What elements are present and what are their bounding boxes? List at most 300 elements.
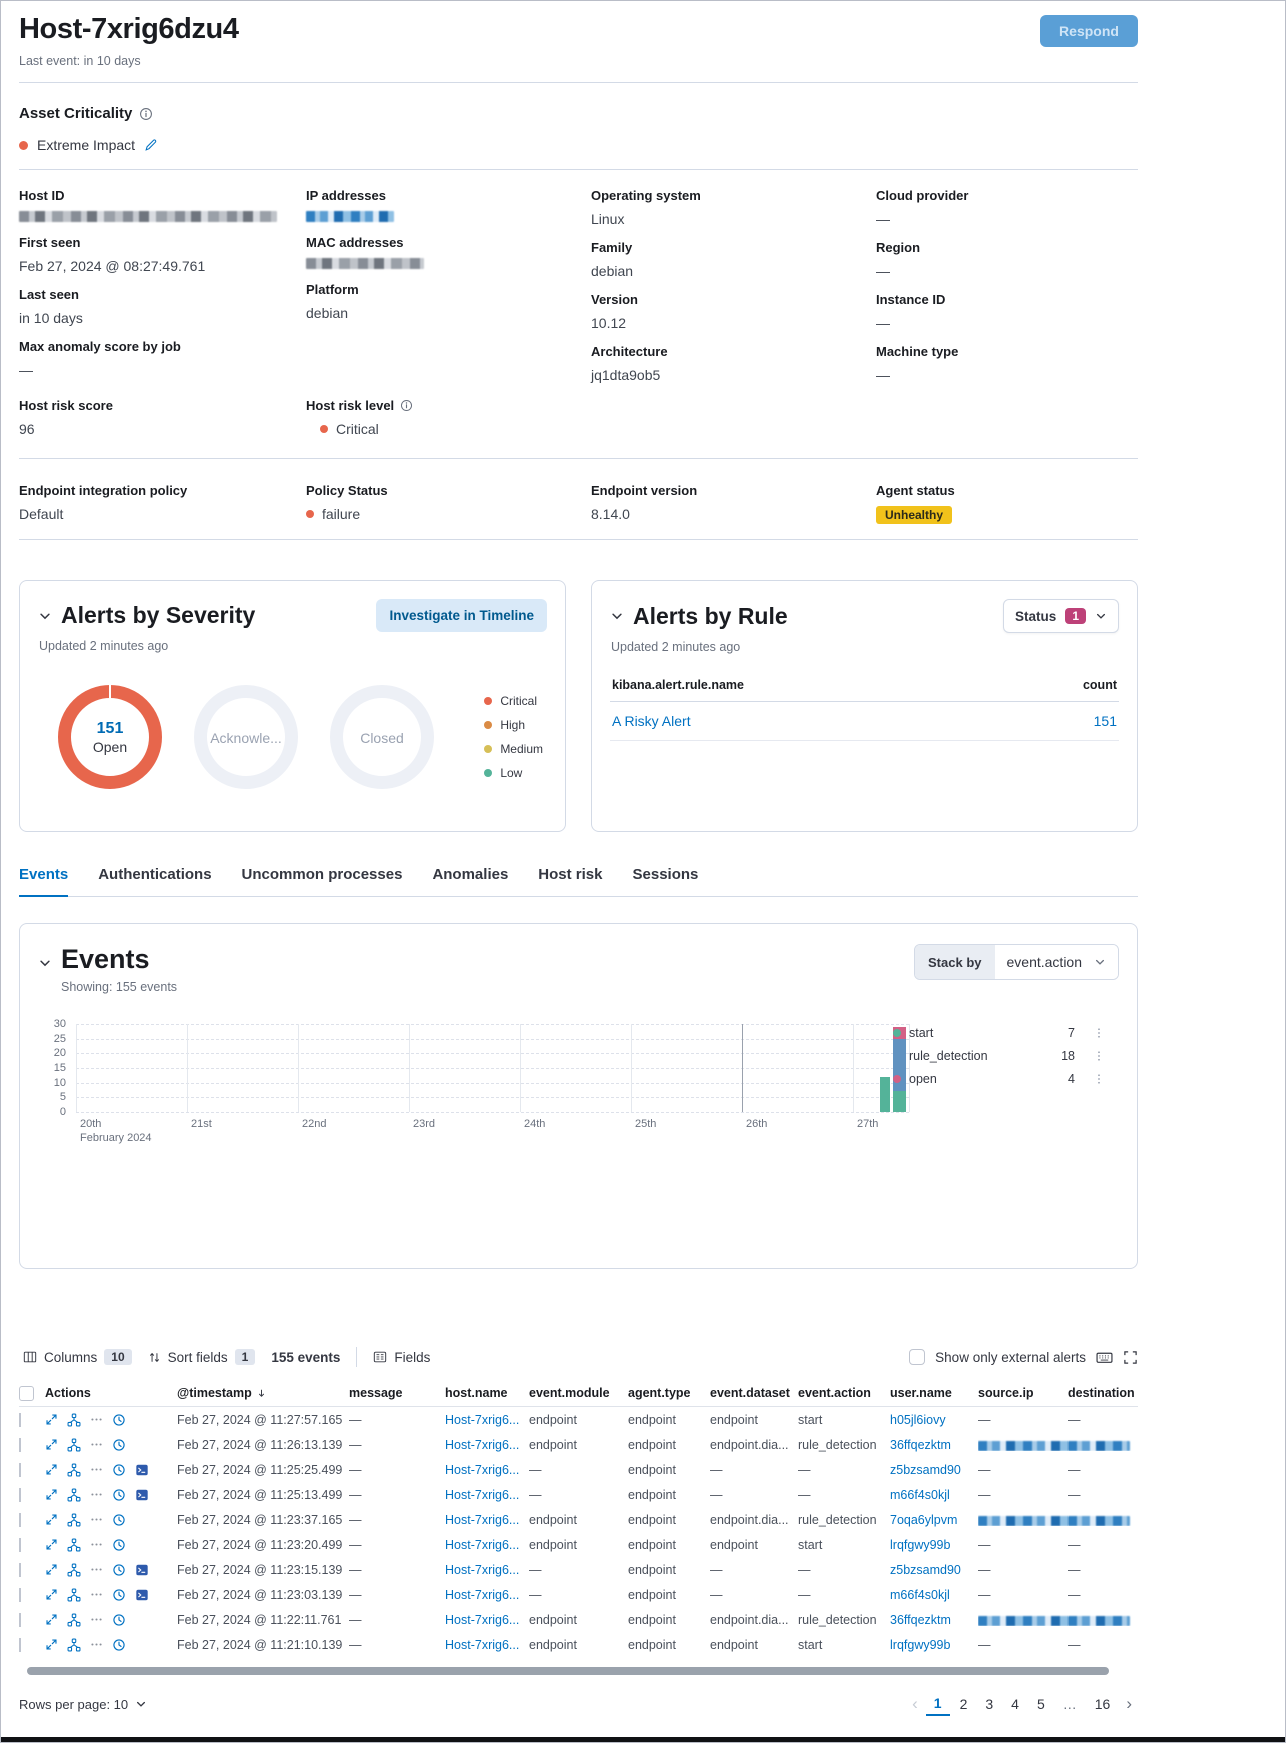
gridline [520, 1024, 521, 1112]
row-checkbox[interactable] [19, 1488, 21, 1502]
cell-source-ip [978, 1438, 1068, 1451]
cell-timestamp: Feb 27, 2024 @ 11:23:15.139 [177, 1562, 343, 1577]
field-label: MAC addresses [306, 235, 404, 250]
gridline [76, 1024, 77, 1112]
expand-event-icon[interactable] [45, 1513, 58, 1526]
gridline [298, 1024, 299, 1112]
cell-host-name [445, 1413, 529, 1427]
severity-donuts [38, 685, 547, 789]
severity-dot [484, 721, 492, 729]
y-axis-tick: 25 [53, 1032, 66, 1045]
expand-event-icon[interactable] [45, 1438, 58, 1451]
divider [19, 539, 1138, 540]
cell-user-name [890, 1463, 978, 1477]
fields-icon [373, 1350, 387, 1364]
expand-event-icon[interactable] [45, 1538, 58, 1551]
columns-label: Columns [44, 1349, 98, 1365]
legend-value: 18 [1061, 1049, 1075, 1063]
redacted-value [306, 211, 394, 222]
cell-destination [1068, 1513, 1138, 1526]
sort-desc-icon [256, 1388, 267, 1399]
column-header-message[interactable]: message [349, 1386, 403, 1400]
cell-timestamp: Feb 27, 2024 @ 11:23:37.165 [177, 1512, 343, 1527]
more-actions-icon[interactable] [90, 1613, 103, 1626]
analyze-event-icon[interactable] [67, 1638, 81, 1652]
alerts-by-rule-table [610, 678, 1119, 741]
user-name-link[interactable]: m66f4s0kjl [890, 1587, 950, 1602]
host-name-link[interactable]: Host-7xrig6... [445, 1487, 520, 1502]
cell-destination: — [1068, 1637, 1081, 1652]
table-row [19, 1432, 1138, 1457]
x-axis-label: February 2024 [80, 1132, 152, 1144]
rule-count-link[interactable]: 151 [1093, 713, 1117, 729]
more-actions-icon[interactable] [90, 1413, 103, 1426]
overview-field [306, 282, 591, 321]
page-button-16[interactable]: 16 [1094, 1696, 1111, 1712]
asset-criticality-heading [19, 105, 1138, 122]
rule-table-row [610, 702, 1119, 741]
row-actions [45, 1438, 177, 1452]
bar-start[interactable] [880, 1077, 890, 1112]
table-row [19, 1557, 1138, 1582]
host-name-link[interactable]: Host-7xrig6... [445, 1412, 520, 1427]
chart-legend [893, 1026, 1105, 1086]
cell-agent-type: endpoint [628, 1587, 676, 1602]
more-actions-icon[interactable] [90, 1488, 103, 1501]
analyze-event-icon[interactable] [67, 1488, 81, 1502]
status-filter-button[interactable] [1003, 599, 1119, 633]
severity-legend-item [484, 766, 543, 780]
alert-status-donut[interactable] [58, 685, 162, 789]
events-count-text: 155 events [271, 1349, 341, 1365]
user-name-link[interactable]: m66f4s0kjl [890, 1487, 950, 1502]
page-button-5[interactable]: 5 [1036, 1696, 1045, 1712]
donut-label: Closed [360, 729, 404, 746]
cell-agent-type: endpoint [628, 1487, 676, 1502]
events-panel [19, 923, 1138, 1269]
session-viewer-icon[interactable] [135, 1588, 149, 1602]
row-checkbox[interactable] [19, 1438, 21, 1452]
cell-host-name [445, 1638, 529, 1652]
analyze-event-icon[interactable] [67, 1513, 81, 1527]
cell-event-action: — [798, 1462, 811, 1477]
info-icon[interactable] [139, 107, 153, 121]
cell-agent-type: endpoint [628, 1612, 676, 1627]
cell-destination: — [1068, 1487, 1081, 1502]
user-name-link[interactable]: 36ffqezktm [890, 1612, 951, 1627]
tab-events[interactable]: Events [19, 866, 68, 896]
host-name-link[interactable]: Host-7xrig6... [445, 1462, 520, 1477]
cell-message: — [349, 1562, 362, 1577]
stack-by-select[interactable] [995, 945, 1119, 979]
add-to-timeline-icon[interactable] [112, 1538, 126, 1552]
alert-status-donut[interactable] [194, 685, 298, 789]
row-actions [45, 1413, 177, 1427]
cell-user-name [890, 1438, 978, 1452]
expand-event-icon[interactable] [45, 1588, 58, 1601]
more-actions-icon[interactable] [90, 1438, 103, 1451]
legend-item[interactable] [893, 1049, 1105, 1063]
add-to-timeline-icon[interactable] [112, 1513, 126, 1527]
cell-user-name [890, 1538, 978, 1552]
host-risk-level-label: Host risk level [306, 398, 591, 413]
cell-destination: — [1068, 1537, 1081, 1552]
events-showing-text: Showing: 155 events [61, 980, 178, 994]
page-button-1[interactable]: 1 [926, 1692, 950, 1716]
field-value: in 10 days [19, 310, 83, 326]
row-actions [45, 1513, 177, 1527]
external-alerts-label: Show only external alerts [935, 1349, 1086, 1365]
chevron-down-icon[interactable] [38, 956, 52, 970]
select-all-checkbox[interactable] [19, 1386, 34, 1401]
fields-control[interactable] [373, 1350, 430, 1365]
cell-source-ip: — [978, 1412, 991, 1427]
cell-event-action: start [798, 1637, 823, 1652]
redacted-value [19, 211, 277, 222]
overview-field [591, 292, 876, 331]
page-button-4[interactable]: 4 [1011, 1696, 1019, 1712]
cell-message: — [349, 1612, 362, 1627]
more-actions-icon[interactable] [90, 1638, 103, 1651]
more-actions-icon[interactable] [90, 1463, 103, 1476]
cell-timestamp: Feb 27, 2024 @ 11:21:10.139 [177, 1637, 343, 1652]
overview-field [591, 188, 876, 227]
cell-event-action: — [798, 1487, 811, 1502]
external-alerts-checkbox[interactable] [909, 1349, 925, 1365]
cell-source-ip: — [978, 1462, 991, 1477]
info-icon[interactable] [400, 399, 413, 412]
analyze-event-icon[interactable] [67, 1588, 81, 1602]
chevron-down-icon [1095, 610, 1107, 622]
cell-destination: — [1068, 1562, 1081, 1577]
tab-authentications[interactable]: Authentications [98, 866, 212, 883]
divider [19, 169, 1138, 170]
severity-label: Critical [500, 694, 537, 708]
next-page-button[interactable]: › [1126, 1694, 1132, 1713]
tab-anomalies[interactable]: Anomalies [432, 866, 509, 883]
cell-message: — [349, 1487, 362, 1502]
cell-user-name [890, 1588, 978, 1602]
cell-event-action: — [798, 1587, 811, 1602]
chevron-down-icon [135, 1698, 147, 1710]
column-header-event-action[interactable]: event.action [798, 1386, 871, 1400]
add-to-timeline-icon[interactable] [112, 1613, 126, 1627]
more-actions-icon[interactable] [90, 1513, 103, 1526]
severity-legend-item [484, 718, 543, 732]
add-to-timeline-icon[interactable] [112, 1413, 126, 1427]
tab-uncommon-processes[interactable]: Uncommon processes [241, 866, 403, 883]
add-to-timeline-icon[interactable] [112, 1488, 126, 1502]
add-to-timeline-icon[interactable] [112, 1563, 126, 1577]
column-header-event-dataset[interactable]: event.dataset [710, 1386, 790, 1400]
more-actions-icon[interactable] [90, 1563, 103, 1576]
cell-message: — [349, 1637, 362, 1652]
rule-updated-text: Updated 2 minutes ago [611, 640, 741, 654]
rows-per-page-control[interactable] [19, 1697, 147, 1712]
page-button-3[interactable]: 3 [985, 1696, 994, 1712]
column-header-destination[interactable]: destination [1068, 1386, 1135, 1400]
host-name-link[interactable]: Host-7xrig6... [445, 1512, 520, 1527]
legend-menu-icon[interactable] [1093, 1027, 1105, 1039]
user-name-link[interactable]: lrqfgwy99b [890, 1637, 951, 1652]
cell-timestamp: Feb 27, 2024 @ 11:23:20.499 [177, 1537, 343, 1552]
cell-message: — [349, 1537, 362, 1552]
expand-event-icon[interactable] [45, 1563, 58, 1576]
rule-name-link[interactable]: A Risky Alert [612, 713, 691, 729]
host-overview-grid [19, 188, 1138, 396]
overview-field [876, 292, 1138, 331]
user-name-link[interactable]: 36ffqezktm [890, 1437, 951, 1452]
row-checkbox[interactable] [19, 1563, 21, 1577]
add-to-timeline-icon[interactable] [112, 1638, 126, 1652]
host-name-link[interactable]: Host-7xrig6... [445, 1562, 520, 1577]
cell-agent-type: endpoint [628, 1512, 676, 1527]
page-button-2[interactable]: 2 [959, 1696, 968, 1712]
field-value: debian [591, 263, 634, 279]
field-label: Region [876, 240, 921, 255]
analyze-event-icon[interactable] [67, 1613, 81, 1627]
session-viewer-icon[interactable] [135, 1563, 149, 1577]
events-table-header [19, 1380, 1138, 1407]
cell-user-name [890, 1563, 978, 1577]
legend-menu-icon[interactable] [1093, 1050, 1105, 1062]
legend-name: rule_detection [909, 1049, 988, 1063]
endpoint-policy-label: Endpoint integration policy [19, 483, 188, 498]
policy-status-label: Policy Status [306, 483, 388, 498]
cell-source-ip: — [978, 1487, 991, 1502]
cell-event-dataset: endpoint.dia... [710, 1512, 789, 1527]
user-name-link[interactable]: z5bzsamd90 [890, 1462, 961, 1477]
cell-destination: — [1068, 1587, 1081, 1602]
field-value: — [876, 315, 890, 331]
field-value: debian [306, 305, 349, 321]
sort-fields-control[interactable] [148, 1349, 256, 1365]
cell-user-name [890, 1413, 978, 1427]
divider [356, 1347, 357, 1367]
field-label: Architecture [591, 344, 668, 359]
redacted-value [306, 258, 424, 269]
divider [19, 458, 1138, 459]
row-checkbox[interactable] [19, 1588, 21, 1602]
column-header-agent-type[interactable]: agent.type [628, 1386, 691, 1400]
previous-page-button[interactable]: ‹ [912, 1694, 918, 1713]
column-header-event-module[interactable]: event.module [529, 1386, 610, 1400]
more-actions-icon[interactable] [90, 1538, 103, 1551]
analyze-event-icon[interactable] [67, 1413, 81, 1427]
row-actions [45, 1613, 177, 1627]
expand-event-icon[interactable] [45, 1413, 58, 1426]
severity-legend-item [484, 742, 543, 756]
pagination-ellipsis: … [1062, 1696, 1077, 1712]
field-label: Version [591, 292, 638, 307]
column-header-Actions[interactable]: Actions [45, 1386, 91, 1400]
sort-fields-label: Sort fields [167, 1349, 228, 1365]
add-to-timeline-icon[interactable] [112, 1463, 126, 1477]
cell-source-ip: — [978, 1562, 991, 1577]
fields-label: Fields [394, 1349, 431, 1365]
gridline [76, 1097, 909, 1098]
window-bottom-edge [1, 1737, 1285, 1742]
column-header-source-ip[interactable]: source.ip [978, 1386, 1034, 1400]
column-header-host-name[interactable]: host.name [445, 1386, 508, 1400]
add-to-timeline-icon[interactable] [112, 1588, 126, 1602]
row-checkbox[interactable] [19, 1413, 21, 1427]
sort-fields-count-badge: 1 [235, 1349, 256, 1365]
cell-agent-type: endpoint [628, 1412, 676, 1427]
row-checkbox[interactable] [19, 1638, 21, 1652]
host-name-link[interactable]: Host-7xrig6... [445, 1537, 520, 1552]
chevron-down-icon[interactable] [38, 609, 52, 623]
x-axis-tick: 24th [524, 1118, 546, 1130]
cell-agent-type: endpoint [628, 1562, 676, 1577]
cell-source-ip: — [978, 1587, 991, 1602]
legend-dot [893, 1029, 901, 1037]
cell-message: — [349, 1437, 362, 1452]
cell-host-name [445, 1563, 529, 1577]
legend-name: start [909, 1026, 934, 1040]
more-actions-icon[interactable] [90, 1588, 103, 1601]
severity-dot [484, 697, 492, 705]
analyze-event-icon[interactable] [67, 1463, 81, 1477]
gridline [853, 1024, 854, 1112]
tab-sessions[interactable]: Sessions [632, 866, 699, 883]
gridline [76, 1083, 909, 1084]
row-checkbox[interactable] [19, 1538, 21, 1552]
expand-event-icon[interactable] [45, 1488, 58, 1501]
analyze-event-icon[interactable] [67, 1438, 81, 1452]
column-header-user-name[interactable]: user.name [890, 1386, 952, 1400]
cell-event-action: rule_detection [798, 1437, 877, 1452]
analyze-event-icon[interactable] [67, 1563, 81, 1577]
host-name-link[interactable]: Host-7xrig6... [445, 1612, 520, 1627]
cell-event-module: — [529, 1562, 542, 1577]
cell-host-name [445, 1438, 529, 1452]
cell-timestamp: Feb 27, 2024 @ 11:22:11.761 [177, 1612, 342, 1627]
cell-agent-type: endpoint [628, 1637, 676, 1652]
row-checkbox[interactable] [19, 1613, 21, 1627]
expand-event-icon[interactable] [45, 1463, 58, 1476]
field-label: Platform [306, 282, 359, 297]
legend-item[interactable] [893, 1072, 1105, 1086]
column-header--timestamp[interactable]: @timestamp [177, 1386, 349, 1400]
user-name-link[interactable]: h05jl6iovy [890, 1412, 946, 1427]
field-value: — [876, 263, 890, 279]
cell-user-name [890, 1488, 978, 1502]
field-value: jq1dta9ob5 [591, 367, 661, 383]
cell-timestamp: Feb 27, 2024 @ 11:27:57.165 [177, 1412, 343, 1427]
user-name-link[interactable]: 7oqa6ylpvm [890, 1512, 958, 1527]
analyze-event-icon[interactable] [67, 1538, 81, 1552]
alert-status-donut[interactable] [330, 685, 434, 789]
y-axis-tick: 30 [53, 1018, 66, 1030]
alerts-by-rule-panel [591, 580, 1138, 832]
pagination [906, 1692, 1138, 1716]
host-name-link[interactable]: Host-7xrig6... [445, 1637, 520, 1652]
field-value: 10.12 [591, 315, 627, 331]
cell-event-module: endpoint [529, 1412, 577, 1427]
cell-destination [1068, 1438, 1138, 1451]
field-label: Max anomaly score by job [19, 339, 181, 354]
field-label: Operating system [591, 188, 701, 203]
legend-item[interactable] [893, 1026, 1105, 1040]
donut-label: Open [92, 738, 128, 755]
divider [19, 82, 1138, 83]
user-name-link[interactable]: z5bzsamd90 [890, 1562, 961, 1577]
cell-destination [1068, 1613, 1138, 1626]
stack-by-label: Stack by [915, 945, 994, 979]
expand-event-icon[interactable] [45, 1638, 58, 1651]
cell-event-dataset: endpoint.dia... [710, 1612, 789, 1627]
legend-value: 7 [1068, 1026, 1075, 1040]
row-checkbox[interactable] [19, 1463, 21, 1477]
gridline [409, 1024, 410, 1112]
cell-agent-type: endpoint [628, 1437, 676, 1452]
cell-timestamp: Feb 27, 2024 @ 11:25:25.499 [177, 1462, 343, 1477]
cell-event-dataset: endpoint [710, 1637, 758, 1652]
columns-control[interactable] [23, 1349, 132, 1365]
legend-dot [893, 1052, 901, 1060]
host-name-link[interactable]: Host-7xrig6... [445, 1437, 520, 1452]
table-row [19, 1407, 1138, 1432]
cell-destination: — [1068, 1462, 1081, 1477]
keyboard-shortcuts-icon[interactable] [1096, 1349, 1113, 1366]
investigate-in-timeline-button[interactable]: Investigate in Timeline [376, 599, 547, 632]
user-name-link[interactable]: lrqfgwy99b [890, 1537, 951, 1552]
cell-event-dataset: — [710, 1587, 723, 1602]
field-value: — [876, 367, 890, 383]
edit-pencil-icon[interactable] [144, 138, 158, 152]
x-axis-tick: 26th [746, 1118, 768, 1130]
cell-source-ip: — [978, 1537, 991, 1552]
host-name-link[interactable]: Host-7xrig6... [445, 1587, 520, 1602]
overview-field [591, 240, 876, 279]
cell-timestamp: Feb 27, 2024 @ 11:26:13.139 [177, 1437, 343, 1452]
cell-timestamp: Feb 27, 2024 @ 11:23:03.139 [177, 1587, 343, 1602]
cell-event-module: endpoint [529, 1437, 577, 1452]
severity-dot [484, 745, 492, 753]
cell-event-module: — [529, 1487, 542, 1502]
cell-event-dataset: endpoint [710, 1412, 758, 1427]
cell-agent-type: endpoint [628, 1462, 676, 1477]
status-filter-count-badge: 1 [1065, 608, 1086, 624]
expand-event-icon[interactable] [45, 1613, 58, 1626]
chevron-down-icon[interactable] [610, 609, 624, 623]
row-checkbox[interactable] [19, 1513, 21, 1527]
add-to-timeline-icon[interactable] [112, 1438, 126, 1452]
overview-field [876, 188, 1138, 227]
cell-source-ip: — [978, 1637, 991, 1652]
severity-dot [484, 769, 492, 777]
fullscreen-icon[interactable] [1123, 1350, 1138, 1365]
field-label: First seen [19, 235, 81, 250]
gridline [76, 1112, 909, 1113]
agent-status-label: Agent status [876, 483, 955, 498]
rule-name-header: kibana.alert.rule.name [612, 678, 745, 692]
field-value: Feb 27, 2024 @ 08:27:49.761 [19, 258, 206, 274]
cell-event-action: — [798, 1562, 811, 1577]
session-viewer-icon[interactable] [135, 1488, 149, 1502]
y-axis-tick: 15 [53, 1062, 66, 1074]
tab-host-risk[interactable]: Host risk [538, 866, 603, 883]
legend-menu-icon[interactable] [1093, 1073, 1105, 1085]
horizontal-scrollbar[interactable] [27, 1667, 1109, 1675]
events-title: Events [61, 944, 150, 974]
session-viewer-icon[interactable] [135, 1463, 149, 1477]
overview-field [19, 287, 306, 326]
bar-start[interactable] [893, 1091, 906, 1112]
page-header [19, 1, 1138, 47]
respond-button[interactable]: Respond [1040, 15, 1138, 47]
